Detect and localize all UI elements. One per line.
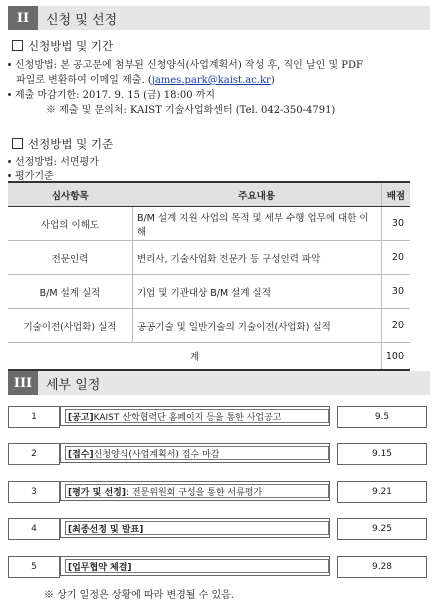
- step-5-number: 5: [8, 556, 60, 578]
- row-content: 공공기술 및 일반기술의 기술이전(사업화) 실적: [132, 309, 381, 343]
- select-method: 선정방법: 서면평가: [8, 153, 99, 168]
- step-3-date: 9.21: [337, 481, 427, 503]
- step-4-date: 9.25: [337, 518, 427, 540]
- apply-heading: 신청방법 및 기간: [12, 38, 113, 54]
- criteria-header-row: [8, 182, 410, 207]
- step-4-box: [60, 518, 330, 538]
- step-5-box: [60, 556, 330, 576]
- criteria-label: 평가기준: [8, 167, 54, 182]
- step-tag: [접수]: [68, 449, 94, 460]
- table-row: [8, 309, 410, 343]
- step-1-number: 1: [8, 406, 60, 428]
- apply-method-line2: 파일로 변환하여 이메일 제출. (james.park@kaist.ac.kr): [16, 75, 275, 86]
- header-score: 배점: [381, 182, 410, 207]
- row-content: 변리사, 기술사업화 전문가 등 구성인력 파악: [132, 241, 381, 275]
- bullet-icon: [8, 93, 11, 96]
- step-2-number: 2: [8, 443, 60, 465]
- total-score: 100: [381, 343, 410, 371]
- row-score: 30: [381, 275, 410, 309]
- header-item: 심사항목: [8, 182, 132, 207]
- schedule-note: ※ 상기 일정은 상황에 따라 변경될 수 있음.: [44, 590, 234, 601]
- step-4-label: [65, 521, 329, 535]
- section-2-title: 신청 및 선정: [46, 12, 118, 28]
- section-3-number: III: [8, 371, 38, 395]
- row-item: B/M 설계 실적: [8, 275, 132, 309]
- step-5-date: 9.28: [337, 556, 427, 578]
- row-score: 20: [381, 241, 410, 275]
- bullet-icon: [8, 174, 11, 177]
- row-content: 기업 및 기관대상 B/M 설계 실적: [132, 275, 381, 309]
- apply-contact: ※ 제출 및 문의처: KAIST 기술사업화센터 (Tel. 042-350-4791): [46, 105, 336, 116]
- step-3-box: [60, 481, 330, 501]
- criteria-table: [8, 181, 410, 371]
- table-row: [8, 275, 410, 309]
- step-1-box: [60, 406, 330, 426]
- step-tag: [업무협약 체결]: [68, 562, 132, 573]
- row-item: 전문인력: [8, 241, 132, 275]
- step-4-number: 4: [8, 518, 60, 540]
- bullet-icon: [8, 63, 11, 66]
- row-item: 사업의 이해도: [8, 207, 132, 241]
- table-row: [8, 241, 410, 275]
- apply-method-line1: 신청방법: 본 공고문에 첨부된 신청양식(사업계획서) 작성 후, 직인 날인 및 PDF: [8, 56, 363, 71]
- step-2-box: [60, 443, 330, 463]
- row-item: 기술이전(사업화) 실적: [8, 309, 132, 343]
- section-2-number: II: [8, 6, 38, 30]
- checkbox-icon: [12, 138, 23, 149]
- total-row: [8, 343, 410, 371]
- checkbox-icon: [12, 40, 23, 51]
- select-heading: 선정방법 및 기준: [12, 136, 113, 152]
- step-3-number: 3: [8, 481, 60, 503]
- step-2-label: [65, 446, 329, 460]
- step-desc: : 전문위원회 구성을 통한 서류평가: [125, 487, 263, 498]
- row-score: 30: [381, 207, 410, 241]
- step-desc: KAIST 산학협력단 홈페이지 등을 통한 사업공고: [93, 412, 282, 423]
- total-label: 계: [8, 343, 381, 371]
- step-2-date: 9.15: [337, 443, 427, 465]
- step-3-label: [65, 484, 329, 498]
- email-link[interactable]: james.park@kaist.ac.kr: [151, 75, 271, 86]
- step-tag: [공고]: [68, 412, 94, 423]
- step-5-label: [65, 559, 329, 573]
- step-tag: [최종선정 및 발표]: [68, 524, 144, 535]
- step-1-date: 9.5: [337, 406, 427, 428]
- row-content: B/M 설계 지원 사업의 목적 및 세부 수행 업무에 대한 이해: [132, 207, 381, 241]
- step-tag: [평가 및 선정]: [68, 487, 126, 498]
- header-content: 주요내용: [132, 182, 381, 207]
- step-desc: 신청양식(사업계획서) 접수 마감: [93, 449, 220, 460]
- table-row: [8, 207, 410, 241]
- row-score: 20: [381, 309, 410, 343]
- section-3-title: 세부 일정: [46, 377, 101, 393]
- step-1-label: [65, 409, 329, 423]
- bullet-icon: [8, 160, 11, 163]
- apply-deadline: 제출 마감기한: 2017. 9. 15 (금) 18:00 까지: [8, 86, 215, 101]
